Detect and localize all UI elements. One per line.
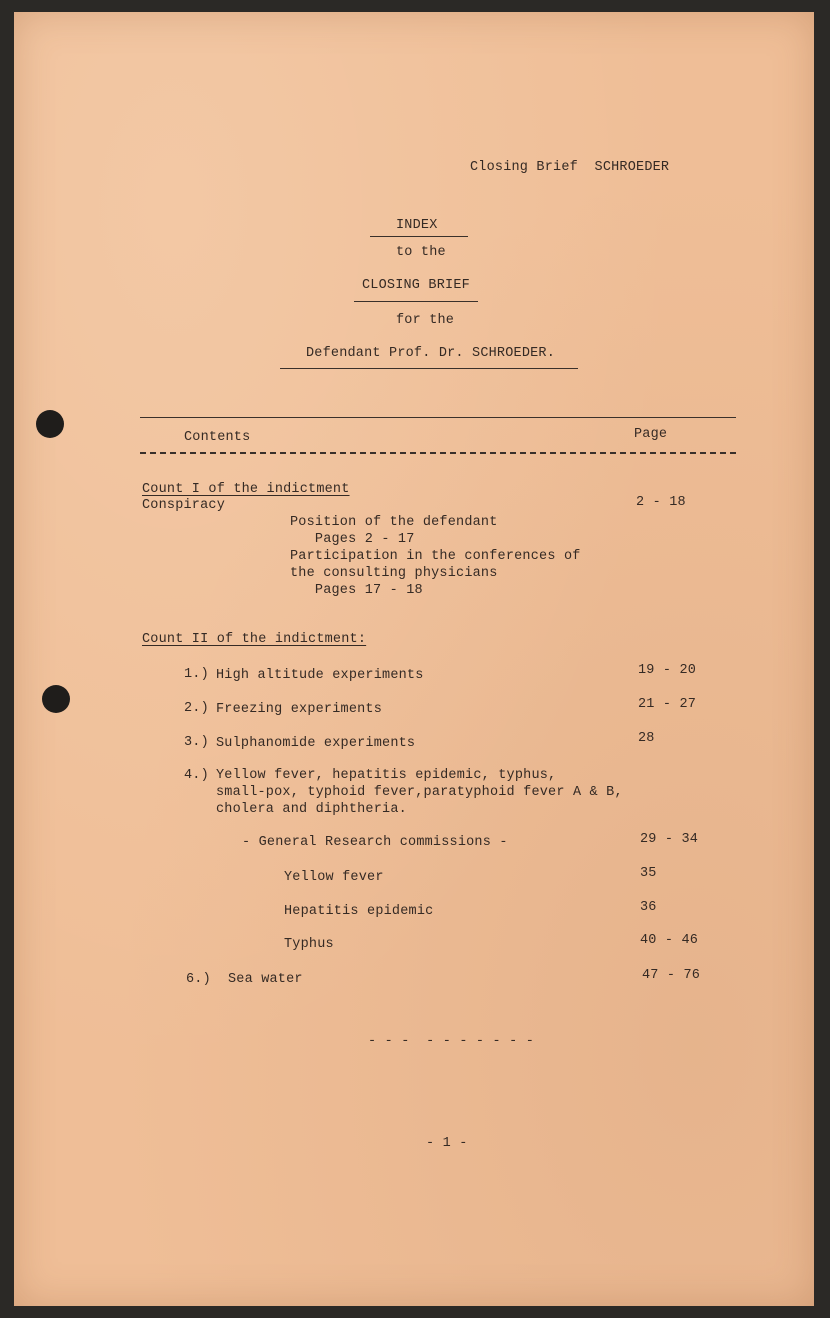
count2-item-pages: 19 - 20 bbox=[638, 663, 697, 678]
count1-subheading: Conspiracy bbox=[142, 498, 226, 513]
count2-item4-line: cholera and diphtheria. bbox=[216, 802, 407, 817]
count2-item-number: 2.) bbox=[184, 701, 209, 716]
column-header-contents: Contents bbox=[184, 430, 251, 445]
count1-pages: 2 - 18 bbox=[636, 495, 686, 510]
count2-item4-line: small-pox, typhoid fever,paratyphoid fever A & B, bbox=[216, 785, 623, 800]
count1-line: Participation in the conferences of bbox=[290, 549, 581, 564]
count1-line: the consulting physicians bbox=[290, 566, 498, 581]
count2-item-number: 1.) bbox=[184, 667, 209, 682]
sub-item-text: Hepatitis epidemic bbox=[284, 904, 434, 919]
title-for-the: for the bbox=[396, 313, 455, 328]
sub-item-text: - General Research commissions - bbox=[242, 835, 508, 850]
column-header-page: Page bbox=[634, 427, 668, 442]
punch-hole-upper bbox=[36, 410, 64, 438]
count2-item6-pages: 47 - 76 bbox=[642, 968, 701, 983]
count2-item-number: 3.) bbox=[184, 735, 209, 750]
punch-hole-lower bbox=[42, 685, 70, 713]
count2-item-text: Freezing experiments bbox=[216, 702, 383, 717]
sub-item-text: Typhus bbox=[284, 937, 334, 952]
count1-heading: Count I of the indictment bbox=[142, 482, 350, 497]
header-closing-brief: Closing Brief SCHROEDER bbox=[470, 160, 670, 175]
count2-heading: Count II of the indictment: bbox=[142, 632, 367, 647]
count2-item-pages: 28 bbox=[638, 731, 655, 746]
sub-item-pages: 35 bbox=[640, 866, 657, 881]
table-rule-bottom bbox=[140, 452, 736, 454]
count1-line: Pages 17 - 18 bbox=[290, 583, 423, 598]
sub-item-pages: 40 - 46 bbox=[640, 933, 699, 948]
title-to-the: to the bbox=[396, 245, 446, 260]
title-defendant: Defendant Prof. Dr. SCHROEDER. bbox=[306, 346, 556, 361]
title-closing-brief-underline bbox=[354, 301, 478, 302]
title-closing-brief: CLOSING BRIEF bbox=[362, 278, 470, 293]
title-index: INDEX bbox=[396, 218, 438, 233]
count1-line: Pages 2 - 17 bbox=[290, 532, 415, 547]
count2-item-text: Sulphanomide experiments bbox=[216, 736, 416, 751]
sub-item-pages: 36 bbox=[640, 900, 657, 915]
count2-item4-line: Yellow fever, hepatitis epidemic, typhus, bbox=[216, 768, 557, 783]
title-defendant-underline bbox=[280, 368, 578, 369]
count2-item6-text: Sea water bbox=[228, 972, 303, 987]
count2-item-pages: 21 - 27 bbox=[638, 697, 697, 712]
count1-line: Position of the defendant bbox=[290, 515, 498, 530]
title-index-underline bbox=[370, 236, 468, 237]
document-page bbox=[14, 12, 814, 1306]
page-number: - 1 - bbox=[426, 1136, 468, 1151]
table-rule-top bbox=[140, 417, 736, 418]
sub-item-pages: 29 - 34 bbox=[640, 832, 699, 847]
count2-item-text: High altitude experiments bbox=[216, 668, 424, 683]
sub-item-text: Yellow fever bbox=[284, 870, 384, 885]
count2-item6-number: 6.) bbox=[186, 972, 211, 987]
footer-separator: - - - - - - - - - - bbox=[368, 1034, 535, 1049]
count2-item4-number: 4.) bbox=[184, 768, 209, 783]
